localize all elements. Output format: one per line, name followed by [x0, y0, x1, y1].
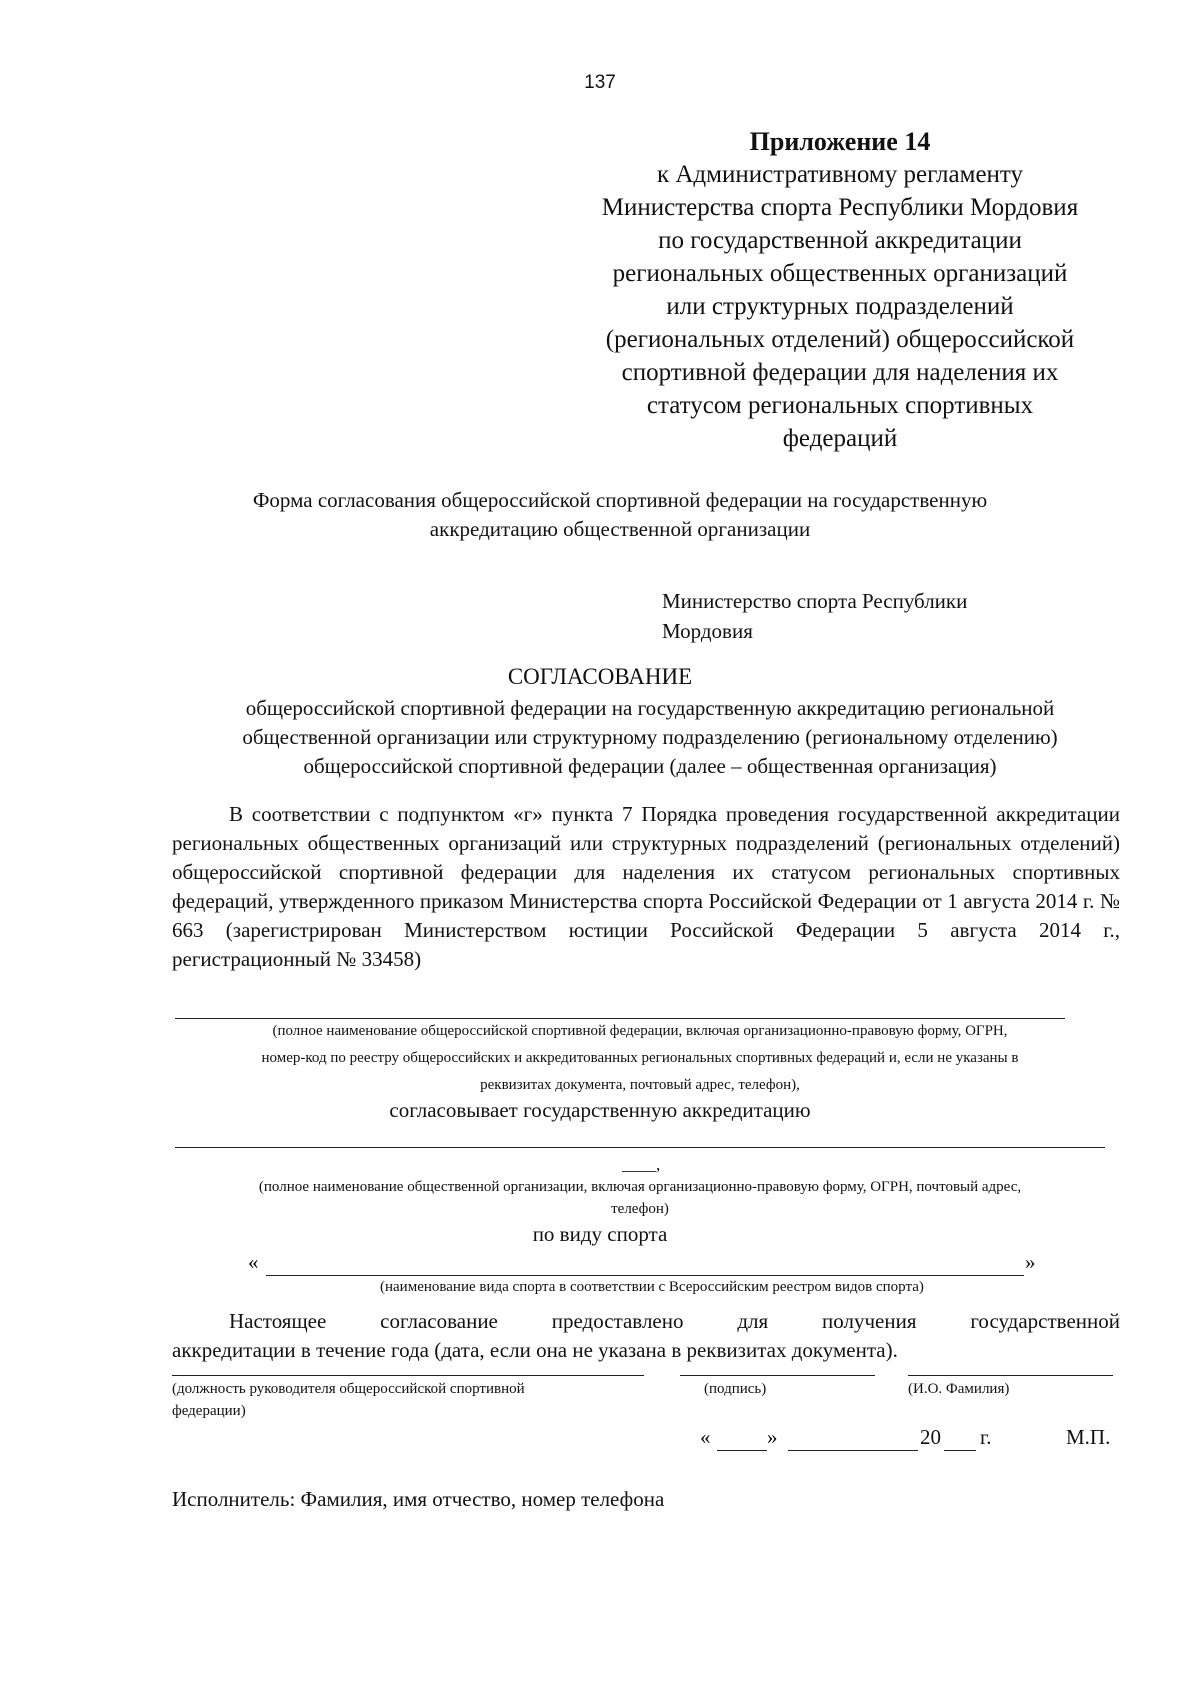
appendix-line: статусом региональных спортивных [646, 392, 1034, 419]
addressee-line: Министерство спорта Республики [662, 589, 968, 613]
addressee-line: Мордовия [662, 619, 753, 643]
appendix-line: федераций [782, 425, 898, 452]
document-subheading [160, 694, 1140, 781]
date-open-quote: « [700, 1425, 711, 1449]
year-blank [944, 1450, 976, 1451]
federation-caption [160, 1018, 1120, 1099]
position-caption [172, 1378, 632, 1422]
full-name-blank [908, 1375, 1113, 1376]
position-blank [172, 1375, 644, 1376]
validity-line: Настоящее согласование предоставлено для получения государственной [229, 1309, 1120, 1333]
caption-line: (должность руководителя общероссийской спортивной [172, 1381, 525, 1397]
form-title-line: аккредитацию общественной организации [429, 517, 811, 541]
sport-close-quote: » [1025, 1250, 1036, 1274]
appendix-line: по государственной аккредитации [658, 227, 1022, 254]
appendix-block [560, 125, 1120, 455]
year-suffix: г. [980, 1425, 992, 1449]
organization-name-blank [175, 1147, 1105, 1148]
subheading-line: общероссийской спортивной федерации (далее – общественная организация) [303, 754, 997, 778]
appendix-line: региональных общественных организаций [612, 260, 1068, 287]
full-name-caption: (И.О. Фамилия) [908, 1381, 1010, 1397]
month-blank [788, 1450, 918, 1451]
sport-label: по виду спорта [532, 1222, 668, 1246]
caption-line: федерации) [172, 1403, 246, 1419]
signature-caption: (подпись) [704, 1381, 767, 1397]
subheading-line: общероссийской спортивной федерации на государственную аккредитацию региональной [245, 696, 1055, 720]
organization-caption [160, 1176, 1120, 1220]
caption-line: (полное наименование общественной организации, включая организационно-правовую форму, ОГРН, почтовый адрес, [258, 1179, 1022, 1195]
day-blank [717, 1450, 767, 1451]
appendix-line: к Административному регламенту [656, 161, 1024, 188]
caption-line: номер-код по реестру общероссийских и аккредитованных региональных спортивных федераций и, если не указаны в [261, 1050, 1019, 1066]
year-prefix: 20 [920, 1425, 941, 1449]
body-paragraph: В соответствии с подпунктом «г» пункта 7 Порядка проведения государственной аккредитации региональных общественных организаций или структурных подразделений (региональных отделений) общероссийской спортивной федерации для наделения их статусом региональных спортивных федераций, утвержденного приказом Министерства спорта Российской Федерации от 1 августа 2014 г. № 663 (зарегистрирован Министерством юстиции Российской Федерации 5 августа 2014 г., регистрационный № 33458) [172, 802, 1120, 971]
date-close-quote: » [767, 1425, 778, 1449]
organization-blank-suffix: ____, [622, 1155, 661, 1174]
appendix-line: (региональных отделений) общероссийской [605, 326, 1075, 353]
form-title [170, 486, 1070, 544]
page-number: 137 [584, 72, 616, 93]
agrees-text: согласовывает государственную аккредитацию [389, 1098, 811, 1122]
executor-line: Исполнитель: Фамилия, имя отчество, номер телефона [172, 1487, 665, 1511]
appendix-line: или структурных подразделений [666, 293, 1014, 320]
appendix-title: Приложение 14 [749, 127, 931, 156]
validity-line: аккредитации в течение года (дата, если она не указана в реквизитах документа). [172, 1338, 898, 1362]
subheading-line: общественной организации или структурному подразделению (региональному отделению) [242, 725, 1058, 749]
signature-blank [680, 1375, 875, 1376]
document-heading: СОГЛАСОВАНИЕ [507, 664, 693, 689]
caption-line: (полное наименование общероссийской спортивной федерации, включая организационно-правовую форму, ОГРН, [272, 1023, 1008, 1039]
appendix-line: Министерства спорта Республики Мордовия [601, 194, 1079, 221]
sport-open-quote: « [248, 1250, 259, 1274]
appendix-line: спортивной федерации для наделения их [621, 359, 1059, 386]
sport-caption: (наименование вида спорта в соответствии с Всероссийским реестром видов спорта) [380, 1279, 924, 1295]
seal-place: М.П. [1066, 1425, 1111, 1449]
addressee [662, 586, 1062, 646]
caption-line: реквизитах документа, почтовый адрес, телефон), [480, 1077, 800, 1093]
form-title-line: Форма согласования общероссийской спортивной федерации на государственную [252, 488, 988, 512]
validity-statement [172, 1307, 1120, 1365]
caption-line: телефон) [611, 1201, 669, 1217]
